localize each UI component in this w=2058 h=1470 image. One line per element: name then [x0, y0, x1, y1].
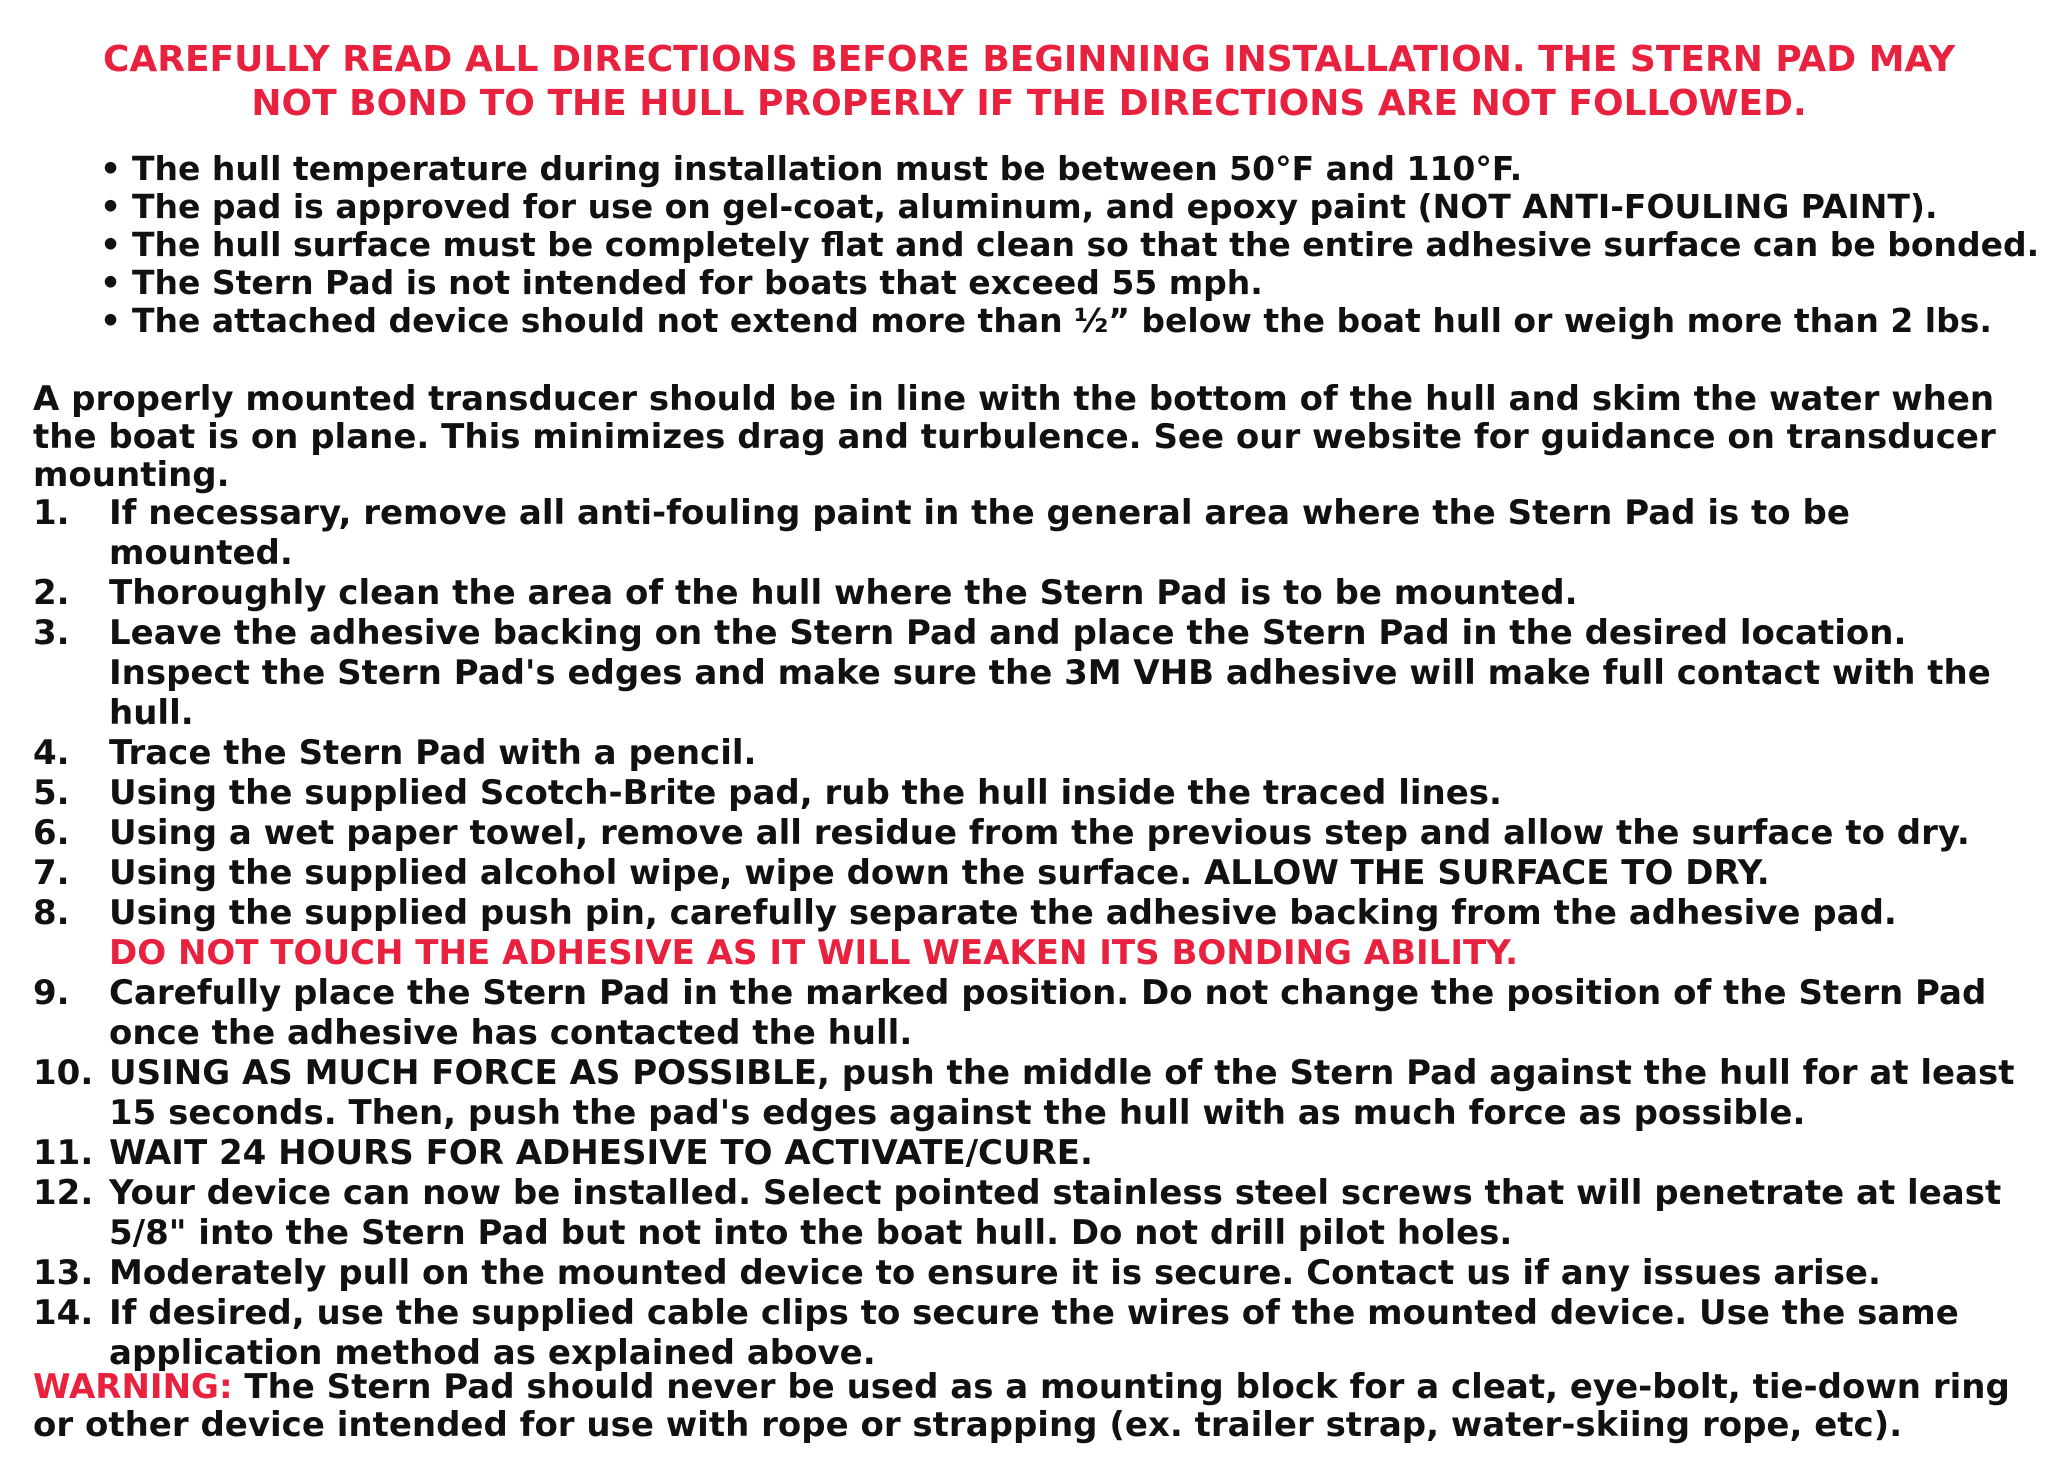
step-number: 10.	[33, 1053, 94, 1093]
step-number: 12.	[33, 1173, 94, 1213]
requirement-item	[100, 302, 2040, 340]
step-item	[33, 973, 2043, 1053]
step-text: Trace the Stern Pad with a pencil.	[109, 733, 757, 773]
step-item	[33, 493, 2043, 573]
step-number: 13.	[33, 1253, 94, 1293]
step-text: Your device can now be installed. Select pointed stainless steel screws that will penetrate at least 5/8" into the Stern Pad but not into the boat hull. Do not drill pilot holes.	[109, 1173, 2002, 1253]
step-text: Using the supplied push pin, carefully separate the adhesive backing from the adhesive pad.	[109, 893, 1897, 933]
requirement-text: The pad is approved for use on gel-coat, aluminum, and epoxy paint (NOT ANTI-FOULING PAINT).	[132, 187, 1938, 226]
step-item	[33, 573, 2043, 613]
caution-header-line-1: CAREFULLY READ ALL DIRECTIONS BEFORE BEGINNING INSTALLATION. THE STERN PAD MAY	[102, 39, 1956, 80]
bullet-icon: •	[100, 263, 122, 302]
step-text: USING AS MUCH FORCE AS POSSIBLE, push the middle of the Stern Pad against the hull for at least 15 seconds. Then, push the pad's edges against the hull with as much force as possible.	[109, 1053, 2015, 1133]
step-number: 7.	[33, 853, 70, 893]
warning-label: WARNING:	[33, 1367, 233, 1407]
step-item	[33, 813, 2043, 853]
requirement-item	[100, 226, 2040, 264]
warning-notice	[33, 1368, 2033, 1444]
bullet-icon: •	[100, 225, 122, 264]
warning-text: The Stern Pad should never be used as a mounting block for a cleat, eye-bolt, tie-down ring or other device intended for use with rope or strapping (ex. trailer strap, water-skiing rope, etc).	[33, 1367, 2010, 1445]
caution-header-line-2: NOT BOND TO THE HULL PROPERLY IF THE DIRECTIONS ARE NOT FOLLOWED.	[251, 83, 1807, 124]
step-item	[33, 613, 2043, 733]
step-text: Using a wet paper towel, remove all residue from the previous step and allow the surface to dry.	[109, 813, 1970, 853]
step-number: 14.	[33, 1293, 94, 1333]
installation-steps	[33, 493, 2043, 1373]
step-item	[33, 733, 2043, 773]
requirement-text: The attached device should not extend more than ½” below the boat hull or weigh more than 2 lbs.	[132, 301, 1992, 340]
mounting-guidance-paragraph: A properly mounted transducer should be in line with the bottom of the hull and skim the water when the boat is on plane. This minimizes drag and turbulence. See our website for guidance on transducer mounting.	[33, 379, 1996, 495]
requirements-list	[100, 150, 2040, 340]
step-item	[33, 853, 2043, 893]
step-text: Using the supplied Scotch-Brite pad, rub the hull inside the traced lines.	[109, 773, 1502, 813]
step-number: 4.	[33, 733, 70, 773]
caution-header	[40, 38, 2018, 126]
step-text: Leave the adhesive backing on the Stern Pad and place the Stern Pad in the desired location. Inspect the Stern Pad's edges and make sure the 3M VHB adhesive will make full contact with the hull.	[109, 613, 1991, 733]
step-item	[33, 1293, 2043, 1373]
requirement-item	[100, 188, 2040, 226]
requirement-text: The hull temperature during installation must be between 50°F and 110°F.	[132, 149, 1523, 188]
step-item	[33, 893, 2043, 973]
step-number: 5.	[33, 773, 70, 813]
step-number: 8.	[33, 893, 70, 933]
requirement-item	[100, 264, 2040, 302]
step-item	[33, 1173, 2043, 1253]
step-text: If desired, use the supplied cable clips to secure the wires of the mounted device. Use the same application method as explained above.	[109, 1293, 1959, 1373]
requirement-item	[100, 150, 2040, 188]
step-number: 11.	[33, 1133, 94, 1173]
step-item	[33, 1053, 2043, 1133]
step-number: 6.	[33, 813, 70, 853]
step-number: 1.	[33, 493, 70, 533]
step-item	[33, 1133, 2043, 1173]
bullet-icon: •	[100, 149, 122, 188]
requirement-text: The Stern Pad is not intended for boats that exceed 55 mph.	[132, 263, 1263, 302]
step-text: Thoroughly clean the area of the hull where the Stern Pad is to be mounted.	[109, 573, 1578, 613]
step-text: Using the supplied alcohol wipe, wipe down the surface. ALLOW THE SURFACE TO DRY.	[109, 853, 1770, 893]
step-item	[33, 773, 2043, 813]
step-number: 2.	[33, 573, 70, 613]
step-number: 3.	[33, 613, 70, 653]
step-text: Moderately pull on the mounted device to ensure it is secure. Contact us if any issues arise.	[109, 1253, 1881, 1293]
bullet-icon: •	[100, 187, 122, 226]
step-number: 9.	[33, 973, 70, 1013]
step-item	[33, 1253, 2043, 1293]
step-text: Carefully place the Stern Pad in the marked position. Do not change the position of the Stern Pad once the adhesive has contacted the hull.	[109, 973, 1987, 1053]
step-text: If necessary, remove all anti-fouling paint in the general area where the Stern Pad is to be mounted.	[109, 493, 1850, 573]
adhesive-caution-text: DO NOT TOUCH THE ADHESIVE AS IT WILL WEAKEN ITS BONDING ABILITY.	[109, 933, 1519, 973]
bullet-icon: •	[100, 301, 122, 340]
step-text: WAIT 24 HOURS FOR ADHESIVE TO ACTIVATE/CURE.	[109, 1133, 1093, 1173]
requirement-text: The hull surface must be completely flat and clean so that the entire adhesive surface can be bonded.	[132, 225, 2040, 264]
